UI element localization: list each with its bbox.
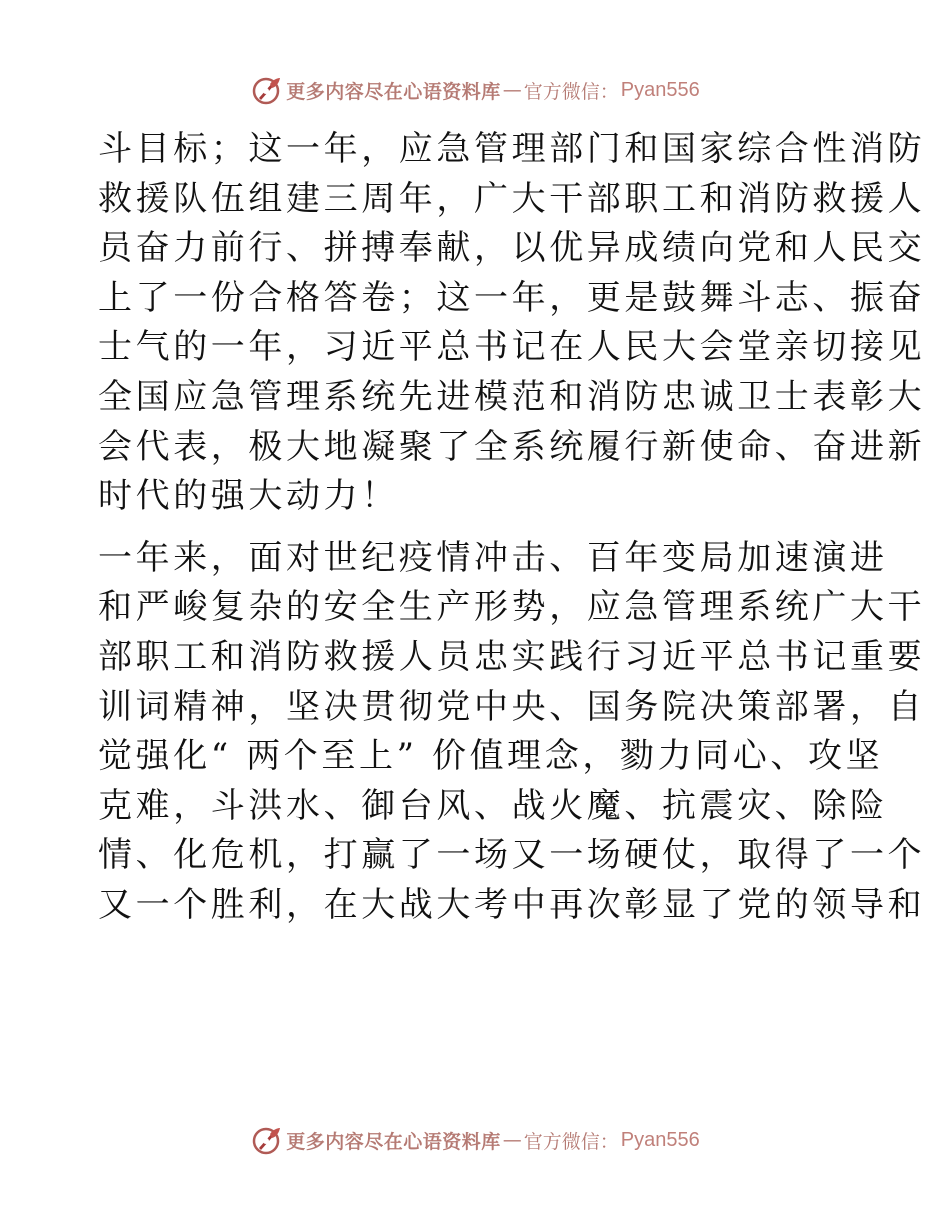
text-line: 斗目标；这一年，应急管理部门和国家综合性消防 — [98, 129, 926, 169]
wechat-id: Pyan556 — [620, 1128, 700, 1151]
text-line: 会代表，极大地凝聚了全系统履行新使命、奋进新 — [98, 426, 926, 467]
header-watermark-banner — [0, 70, 950, 110]
paragraph-1 — [98, 125, 926, 522]
wechat-label: 官方微信： — [523, 80, 619, 103]
text-line: 情、化危机，打赢了一场又一场硬仗，取得了一个 — [98, 835, 926, 876]
wechat-label: 官方微信： — [523, 1130, 619, 1153]
text-line: 一年来，面对世纪疫情冲击、百年变局加速演进 — [98, 537, 888, 578]
text-line: 救援队伍组建三周年，广大干部职工和消防救援人 — [98, 178, 926, 219]
text-line: 和严峻复杂的安全生产形势，应急管理系统广大干 — [98, 587, 926, 628]
text-line: 觉强化“ 两个至上” 价值理念，勠力同心、攻坚 — [98, 736, 884, 777]
paragraph-2 — [98, 534, 926, 931]
text-line: 员奋力前行、拼搏奉献，以优异成绩向党和人民交 — [98, 228, 926, 269]
quill-logo-icon — [250, 74, 282, 106]
wechat-id: Pyan556 — [620, 78, 700, 101]
text-line: 上了一份合格答卷；这一年，更是鼓舞斗志、振奋 — [98, 277, 926, 318]
text-line: 士气的一年，习近平总书记在人民大会堂亲切接见 — [98, 327, 926, 368]
text-line: 训词精神，坚决贯彻党中央、国务院决策部署，自 — [98, 686, 926, 727]
text-line: 时代的强大动力！ — [98, 476, 399, 517]
watermark-text: 更多内容尽在心语资料库 — [286, 80, 501, 103]
watermark-text: 更多内容尽在心语资料库 — [286, 1130, 501, 1153]
text-line: 全国应急管理系统先进模范和消防忠诚卫士表彰大 — [98, 376, 926, 417]
text-line: 克难，斗洪水、御台风、战火魔、抗震灾、除险 — [98, 785, 888, 826]
quill-logo-icon — [250, 1124, 282, 1156]
text-line: 部职工和消防救援人员忠实践行习近平总书记重要 — [98, 636, 926, 677]
footer-watermark-banner — [0, 1120, 950, 1160]
watermark-separator: — — [502, 79, 522, 101]
text-line: 又一个胜利，在大战大考中再次彰显了党的领导和 — [98, 884, 926, 925]
document-body — [98, 125, 926, 931]
watermark-separator: — — [502, 1129, 522, 1151]
